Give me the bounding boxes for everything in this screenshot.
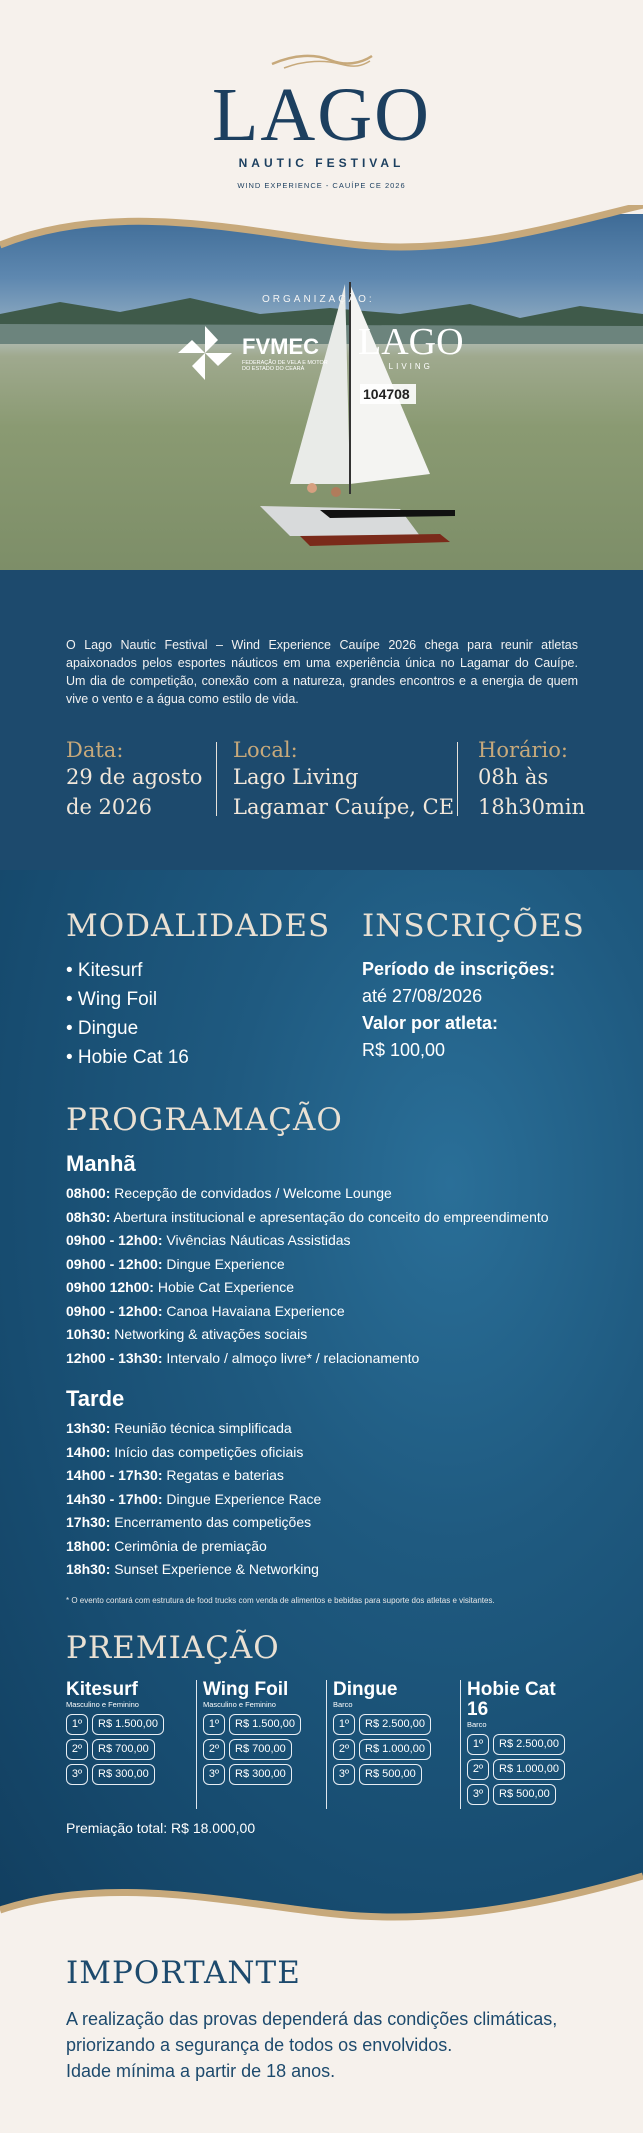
schedule-item: 08h30: Abertura institucional e apresentação do conceito do empreendimento [66,1208,549,1225]
schedule-item: 09h00 - 12h00: Dingue Experience [66,1255,285,1272]
gold-wave-divider [0,205,643,265]
gold-wave-divider-bottom [0,1860,643,1940]
wind-wave-icon [270,52,374,70]
importante-text: A realização das provas dependerá das condições climáticas, priorizando a segurança de todos os envolvidos. Idade mínima a partir de 18 anos. [66,2009,558,2081]
schedule-item: 14h00: Início das competições oficiais [66,1443,304,1460]
prize-category-dingue: Dingue Barco 1º R$ 2.500,00 2º R$ 1.000,00 3º R$ 500,00 [326,1680,460,1809]
schedule-item: 09h00 12h00: Hobie Cat Experience [66,1279,295,1295]
modalidades-title: MODALIDADES [66,908,331,944]
modalidades-list [66,956,189,1072]
schedule-item: 12h00 - 13h30: Intervalo / almoço livre* / relacionamento [66,1349,420,1366]
schedule-item: 10h30: Networking & ativações sociais [66,1326,308,1342]
brand-subtitle: NAUTIC FESTIVAL [238,156,405,170]
prize-category-hobie-cat: Hobie Cat 16 Barco 1º R$ 2.500,00 2º R$ 1.000,00 3º R$ 500,00 [460,1680,578,1809]
importante-title: IMPORTANTE [66,1955,301,1991]
schedule-item: 08h00: Recepção de convidados / Welcome Lounge [66,1185,392,1201]
fvmec-logo: FVMEC FEDERAÇÃO DE VELA E MOTOR DO ESTADO DO CEARÁ [176,324,332,382]
schedule-heading: Tarde [66,1386,125,1411]
prize-category-kitesurf: Kitesurf Masculino e Feminino 1º R$ 1.500,00 2º R$ 700,00 3º R$ 300,00 [66,1680,196,1809]
list-item: • Hobie Cat 16 [66,1047,189,1068]
details-section [0,870,643,1915]
schedule-afternoon [66,1385,321,1582]
list-item: • Kitesurf [66,960,143,981]
list-item: • Dingue [66,1018,139,1039]
info-local: Local: Lago Living Lagamar Cauípe, CE [233,738,455,819]
schedule-item: 13h30: Reunião técnica simplificada [66,1420,292,1436]
inscricoes-body: Período de inscrições: até 27/08/2026 Valor por atleta: R$ 100,00 [362,959,556,1060]
intro-section [0,570,643,870]
schedule-item: 18h30: Sunset Experience & Networking [66,1561,319,1577]
list-item: • Wing Foil [66,989,158,1010]
info-date: Data: 29 de agosto de 2026 [66,738,203,819]
brand-logo: LAGO [211,73,432,157]
pinwheel-icon [176,324,234,382]
sail-number: 104708 [363,386,410,402]
schedule-heading: Manhã [66,1151,136,1176]
inscricoes-title: INSCRIÇÕES [362,908,585,944]
schedule-item: 09h00 - 12h00: Vivências Náuticas Assistidas [66,1232,351,1248]
catamaran-illustration [250,274,470,570]
divider [216,742,217,816]
prize-total: Premiação total: R$ 18.000,00 [66,1820,256,1836]
lago-living-logo: LAGO LIVING [358,321,464,371]
schedule-item: 14h30 - 17h00: Dingue Experience Race [66,1490,322,1507]
info-time: Horário: 08h às 18h30min [478,738,586,819]
prize-category-wing-foil: Wing Foil Masculino e Feminino 1º R$ 1.500,00 2º R$ 700,00 3º R$ 300,00 [196,1680,326,1809]
hero-photo [0,214,643,570]
organization-label: ORGANIZAÇÃO: [262,294,375,305]
premiacao-title: PREMIAÇÃO [66,1630,280,1666]
divider [457,742,458,816]
programacao-title: PROGRAMAÇÃO [66,1102,343,1138]
intro-text: O Lago Nautic Festival – Wind Experience Cauípe 2026 chega para reunir atletas apaixonados pelos esportes náuticos em uma experiência única no Lagamar do Cauípe. Um dia de competição, conexão com a natureza, grandes encontros e a energia de quem vive o vento e a água como estilo de vida. [66,638,578,706]
schedule-item: 09h00 - 12h00: Canoa Havaiana Experience [66,1302,345,1319]
prize-table [66,1680,578,1809]
schedule-item: 17h30: Encerramento das competições [66,1514,312,1530]
food-trucks-note: * O evento contará com estrutura de food trucks com venda de alimentos e bebidas para suporte dos atletas e visitantes. [66,1596,495,1605]
schedule-item: 14h00 - 17h30: Regatas e baterias [66,1467,284,1483]
schedule-morning [66,1150,549,1370]
schedule-item: 18h00: Cerimônia de premiação [66,1537,267,1554]
brand-tagline: WIND EXPERIENCE - CAUÍPE CE 2026 [237,181,406,190]
